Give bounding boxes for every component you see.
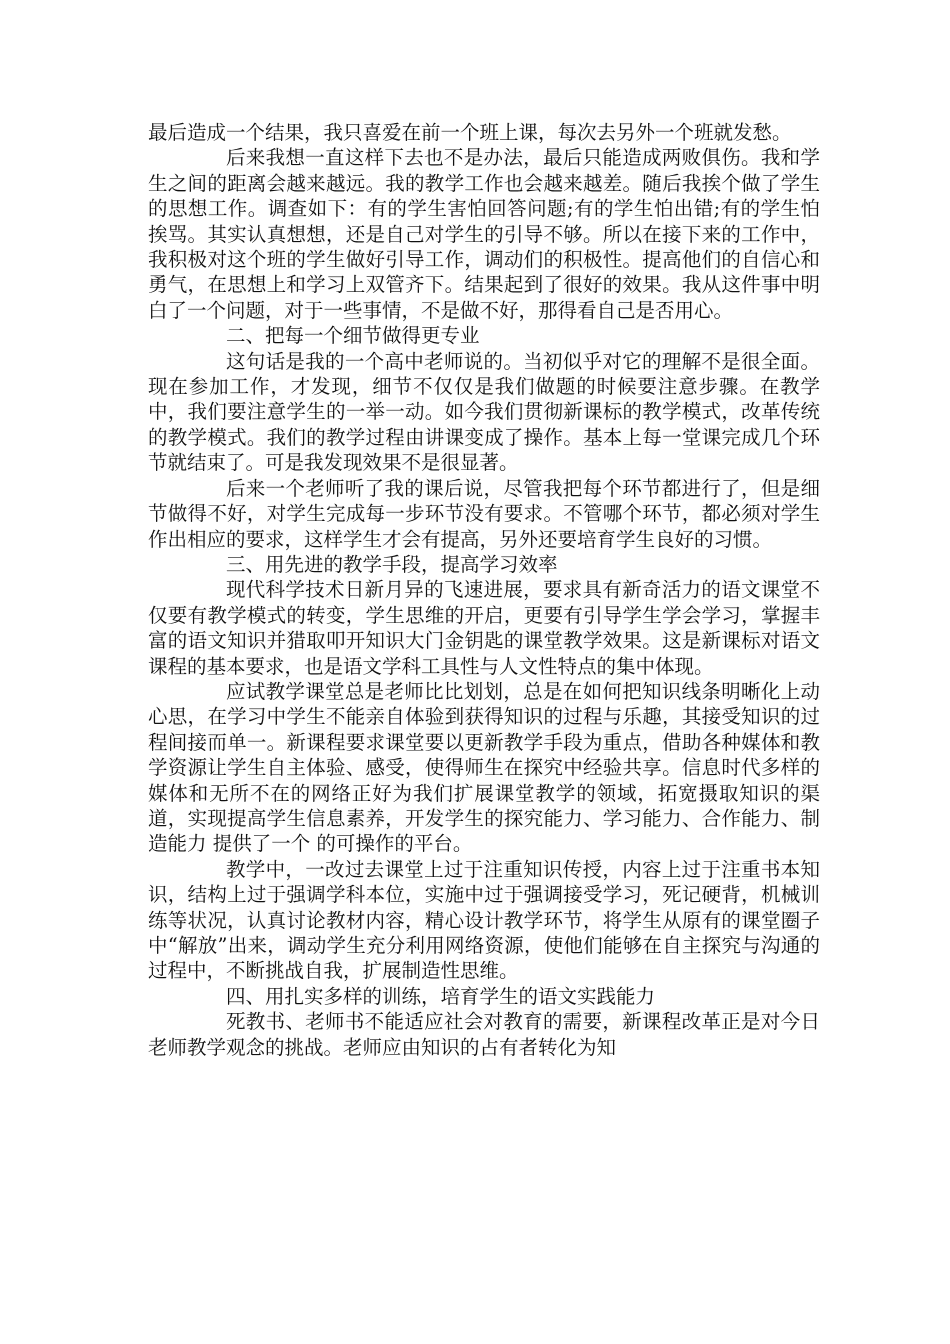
paragraph: 现代科学技术日新月异的飞速进展，要求具有新奇活力的语文课堂不仅要有教学模式的转变，学生思维的开启，更要有引导学生学会学习，掌握丰富的语文知识并猎取叩开知识大门金钥匙的课堂教学效果。这是新课标对语文课程的基本要求，也是语文学科工具性与人文性特点的集中体现。: [148, 578, 820, 678]
section-heading: 三、用先进的教学手段，提高学习效率: [226, 552, 558, 576]
text-block: 最后造成一个结果，我只喜爱在前一个班上课，每次去另外一个班就发愁。: [148, 121, 792, 144]
document-page: [148, 120, 820, 1060]
paragraph: 教学中，一改过去课堂上过于注重知识传授，内容上过于注重书本知识，结构上过于强调学科本位，实施中过于强调接受学习，死记硬背，机械训练等状况，认真讨论教材内容，精心设计教学环节，将学生从原有的课堂圈子中“解放”出来，调动学生充分利用网络资源，使他们能够在自主探究与沟通的过程中，不断挑战自我，扩展制造性思维。: [148, 857, 820, 983]
paragraph: 应试教学课堂总是老师比比划划，总是在如何把知识线条明晰化上动心思，在学习中学生不能亲自体验到获得知识的过程与乐趣，其接受知识的过程间接而单一。新课程要求课堂要以更新教学手段为重点，借助各种媒体和教学资源让学生自主体验、感受，使得师生在探究中经验共享。信息时代多样的媒体和无所不在的网络正好为我们扩展课堂教学的领域，拓宽摄取知识的渠道，实现提高学生信息素养，开发学生的探究能力、学习能力、合作能力、制造能力 提供了一个 的可操作的平台。: [148, 679, 820, 856]
paragraph: 死教书、老师书不能适应社会对教育的需要，新课程改革正是对今日老师教学观念的挑战。老师应由知识的占有者转化为知: [148, 1010, 820, 1059]
paragraph: 后来我想一直这样下去也不是办法，最后只能造成两败俱伤。我和学生之间的距离会越来越远。我的教学工作也会越来越差。随后我挨个做了学生的思想工作。调查如下：有的学生害怕回答问题;有的学生怕出错;有的学生怕挨骂。其实认真想想，还是自己对学生的引导不够。所以在接下来的工作中，我积极对这个班的学生做好引导工作，调动们的积极性。提高他们的自信心和勇气，在思想上和学习上双管齐下。结果起到了很好的效果。我从这件事中明白了一个问题，对于一些事情，不是做不好，那得看自己是否用心。: [148, 146, 820, 322]
paragraph: 这句话是我的一个高中老师说的。当初似乎对它的理解不是很全面。现在参加工作，才发现，细节不仅仅是我们做题的时候要注意步骤。在教学中，我们要注意学生的一举一动。如今我们贯彻新课标的教学模式，改革传统的教学模式。我们的教学过程由讲课变成了操作。基本上每一堂课完成几个环节就结束了。可是我发现效果不是很显著。: [148, 349, 820, 475]
section-heading: 二、把每一个细节做得更专业: [226, 324, 480, 348]
section-heading: 四、用扎实多样的训练，培育学生的语文实践能力: [226, 984, 656, 1008]
paragraph: 后来一个老师听了我的课后说，尽管我把每个环节都进行了，但是细节做得不好，对学生完成每一步环节没有要求。不管哪个环节，都必须对学生作出相应的要求，这样学生才会有提高，另外还要培育学生良好的习惯。: [148, 476, 820, 551]
